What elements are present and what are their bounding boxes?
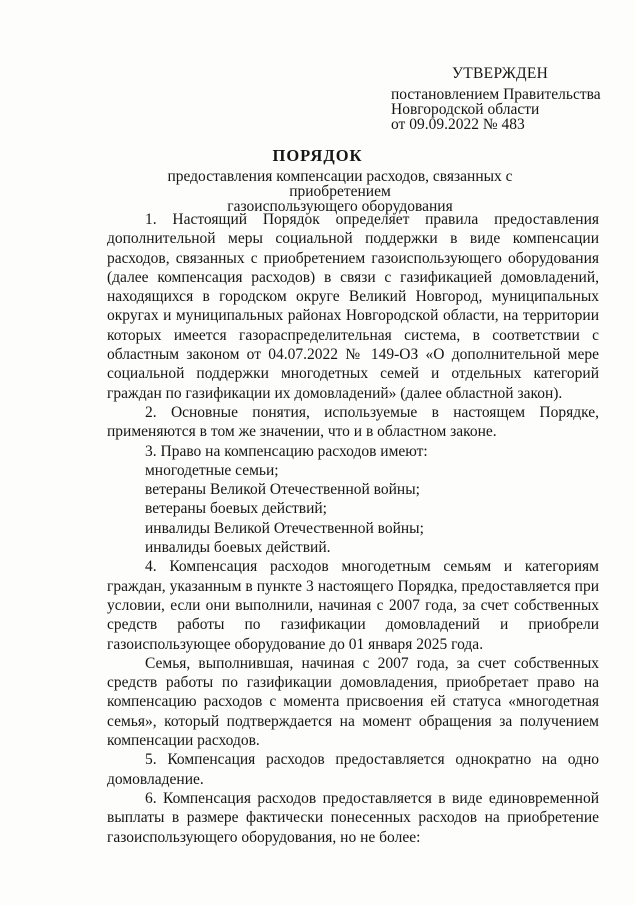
approval-stamp (391, 66, 623, 132)
list-item: ветераны Великой Отечественной войны; (145, 481, 420, 499)
approval-line-1: постановлением Правительства (391, 86, 601, 103)
subtitle-line-2: газоиспользующего оборудования (227, 198, 453, 215)
document-body (107, 210, 599, 847)
approval-line-2: Новгородской области (391, 101, 540, 118)
paragraph-2: 2. Основные понятия, используемые в настоящем Порядке, применяются в том же значении, что и в областном законе. (107, 403, 599, 441)
paragraph-6: 6. Компенсация расходов предоставляется в виде единовременной выплаты в размере фактически понесенных расходов на приобретение газоиспользующего оборудования, но не более: (107, 789, 599, 846)
paragraph-4-continuation: Семья, выполнившая, начиная с 2007 года, за счет собственных средств работы по газификации домовладения, приобретает право на компенсацию расходов с момента присвоения ей статуса «многодетная семья», который подтверждается на момент обращения за получением компенсации расходов. (107, 654, 599, 750)
list-item: ветераны боевых действий; (145, 500, 327, 518)
approval-heading: УТВЕРЖДЕН (452, 65, 549, 82)
list-item: многодетные семьи; (145, 461, 279, 479)
document-subtitle (120, 169, 560, 214)
paragraph-4: 4. Компенсация расходов многодетным семьям и категориям граждан, указанным в пункте 3 настоящего Порядка, предоставляется при условии, если они выполнили, начиная с 2007 года, за счет собственных средств работы по газификации домовладений и приобрели газоиспользующее оборудование до 01 января 2025 года. (107, 558, 599, 653)
paragraph-1: 1. Настоящий Порядок определяет правила предоставления дополнительной меры социальной поддержки в виде компенсации расходов, связанных с приобретением газоиспользующего оборудования (далее компенсация расходов) в связи с газификацией домовладений, находящихся в городском округе Великий Новгород, муниципальных округах и муниципальных районах Новгородской области, на территории которых имеется газораспределительная система, в соответствии с областным законом от 04.07.2022 № 149-ОЗ «О дополнительной мере социальной поддержки многодетных семей и отдельных категорий граждан по газификации их домовладений» (далее областной закон). (107, 211, 599, 402)
approval-line-3: от 09.09.2022 № 483 (391, 116, 525, 133)
list-item: инвалиды боевых действий. (145, 539, 331, 557)
paragraph-3: 3. Право на компенсацию расходов имеют: (145, 442, 428, 460)
paragraph-5: 5. Компенсация расходов предоставляется однократно на одно домовладение. (107, 751, 599, 788)
document-title: ПОРЯДОК (272, 146, 363, 165)
subtitle-line-1: предоставления компенсации расходов, связанных с приобретением (167, 168, 513, 200)
list-item: инвалиды Великой Отечественной войны; (145, 519, 424, 537)
